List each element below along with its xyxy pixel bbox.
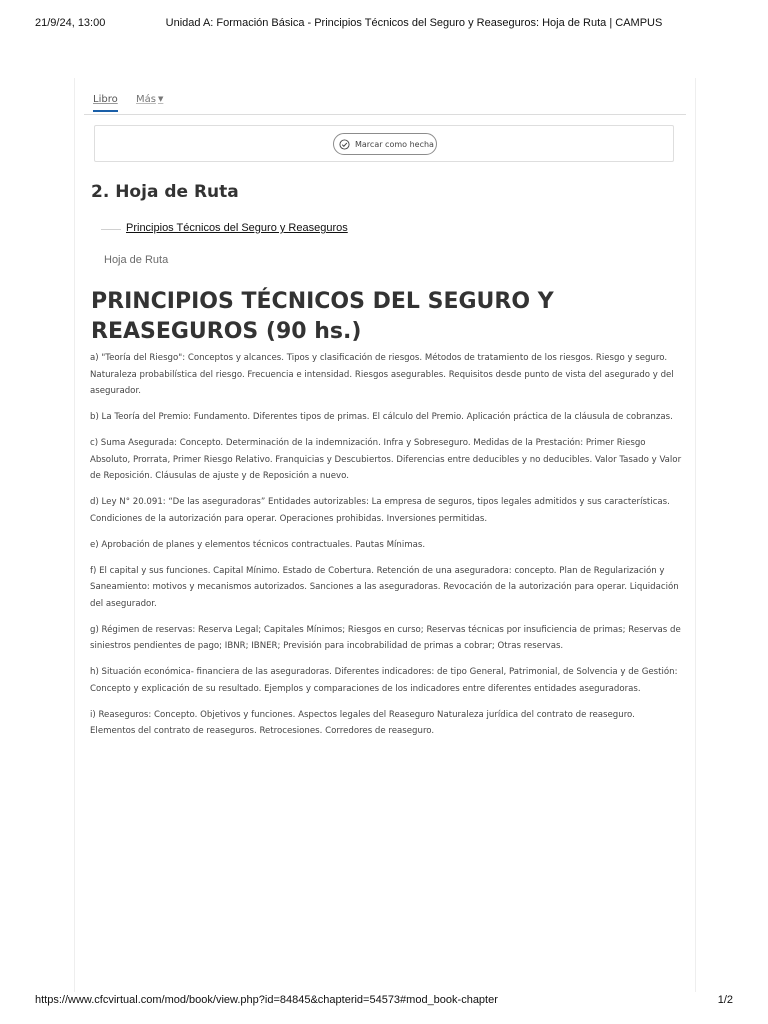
chevron-down-icon: ▼: [157, 95, 164, 103]
check-circle-icon: [339, 139, 350, 150]
syllabus-item: g) Régimen de reservas: Reserva Legal; Capitales Mínimos; Riesgos en curso; Reservas técnicas por insuficiencia de primas; Reservas de siniestros pendientes de pago; IBNR; IBNER; Previsión para incobrabilidad de primas a cobrar; Otras reservas.: [90, 624, 681, 651]
mark-as-done-label: Marcar como hecha: [355, 139, 434, 149]
print-page-number: 1/2: [717, 994, 733, 1006]
print-datetime: 21/9/24, 13:00: [35, 17, 106, 29]
syllabus-item: f) El capital y sus funciones. Capital Mínimo. Estado de Cobertura. Retención de una aseguradora: concepto. Plan de Regularización y Saneamiento: motivos y mecanismos autorizados. Sanciones a las aseguradoras. Revocación de la autorización para operar. Liquidación del asegurador.: [90, 565, 679, 609]
syllabus-item: e) Aprobación de planes y elementos técnicos contractuales. Pautas Mínimas.: [90, 539, 426, 550]
syllabus-item: b) La Teoría del Premio: Fundamento. Diferentes tipos de primas. El cálculo del Premio. Aplicación práctica de la cláusula de cobranzas.: [90, 412, 673, 422]
course-heading: PRINCIPIOS TÉCNICOS DEL SEGURO Y REASEGUROS (90 hs.): [91, 289, 554, 344]
print-page-title: Unidad A: Formación Básica - Principios Técnicos del Seguro y Reaseguros: Hoja de Ruta | CAMPUS: [165, 17, 663, 29]
book-title-link[interactable]: Principios Técnicos del Seguro y Reaseguros: [126, 222, 348, 234]
print-footer: [0, 994, 768, 1010]
syllabus-item: c) Suma Asegurada: Concepto. Determinación de la indemnización. Infra y Sobreseguro. Medidas de la Prestación: Primer Riesgo Absoluto, Prorrata, Primer Riesgo Relativo. Franquicias y Descubiertos. Diferencias entre deducibles y no deducibles. Valor Tasado y Valor de Reposición. Cláusulas de ajuste y de Reposición a nuevo.: [90, 438, 682, 481]
print-header: [0, 17, 768, 33]
chapter-title: 2. Hoja de Ruta: [91, 182, 239, 202]
syllabus-item: d) Ley N° 20.091: “De las aseguradoras” Entidades autorizables: La empresa de seguros, tipos legales admitidos y sus características. Condiciones de la autorización para operar. Operaciones prohibidas. Inversiones permitidas.: [90, 497, 670, 524]
syllabus-item: i) Reaseguros: Concepto. Objetivos y funciones. Aspectos legales del Reaseguro Naturaleza jurídica del contrato de reaseguro. Elementos del contrato de reaseguros. Retrocesiones. Corredores de reaseguro.: [90, 709, 635, 736]
tab-libro[interactable]: Libro: [93, 94, 118, 112]
mark-as-done-button[interactable]: [333, 133, 437, 155]
syllabus-content: [90, 350, 682, 749]
divider: [101, 229, 121, 230]
print-url: https://www.cfcvirtual.com/mod/book/view.php?id=84845&chapterid=54573#mod_book-chapter: [35, 994, 498, 1006]
syllabus-item: h) Situación económica- financiera de las aseguradoras. Diferentes indicadores: de tipo General, Patrimonial, de Solvencia y de Gestión: Concepto y explicación de su resultado. Ejemplos y comparaciones de los indicadores entre diferentes entidades aseguradoras.: [90, 667, 678, 694]
section-subtitle: Hoja de Ruta: [104, 254, 169, 266]
secondary-navigation: [84, 90, 686, 115]
tab-mas[interactable]: [136, 94, 163, 105]
syllabus-item: a) "Teoría del Riesgo": Conceptos y alcances. Tipos y clasificación de riesgos. Métodos de tratamiento de los riesgos. Riesgo y seguro. Naturaleza probabilística del riesgo. Frecuencia e intensidad. Riesgos asegurables. Requisitos desde punto de vista del asegurado y del asegurador.: [90, 353, 674, 396]
tab-mas-label: Más: [136, 94, 156, 105]
activity-completion-bar: [94, 125, 674, 162]
